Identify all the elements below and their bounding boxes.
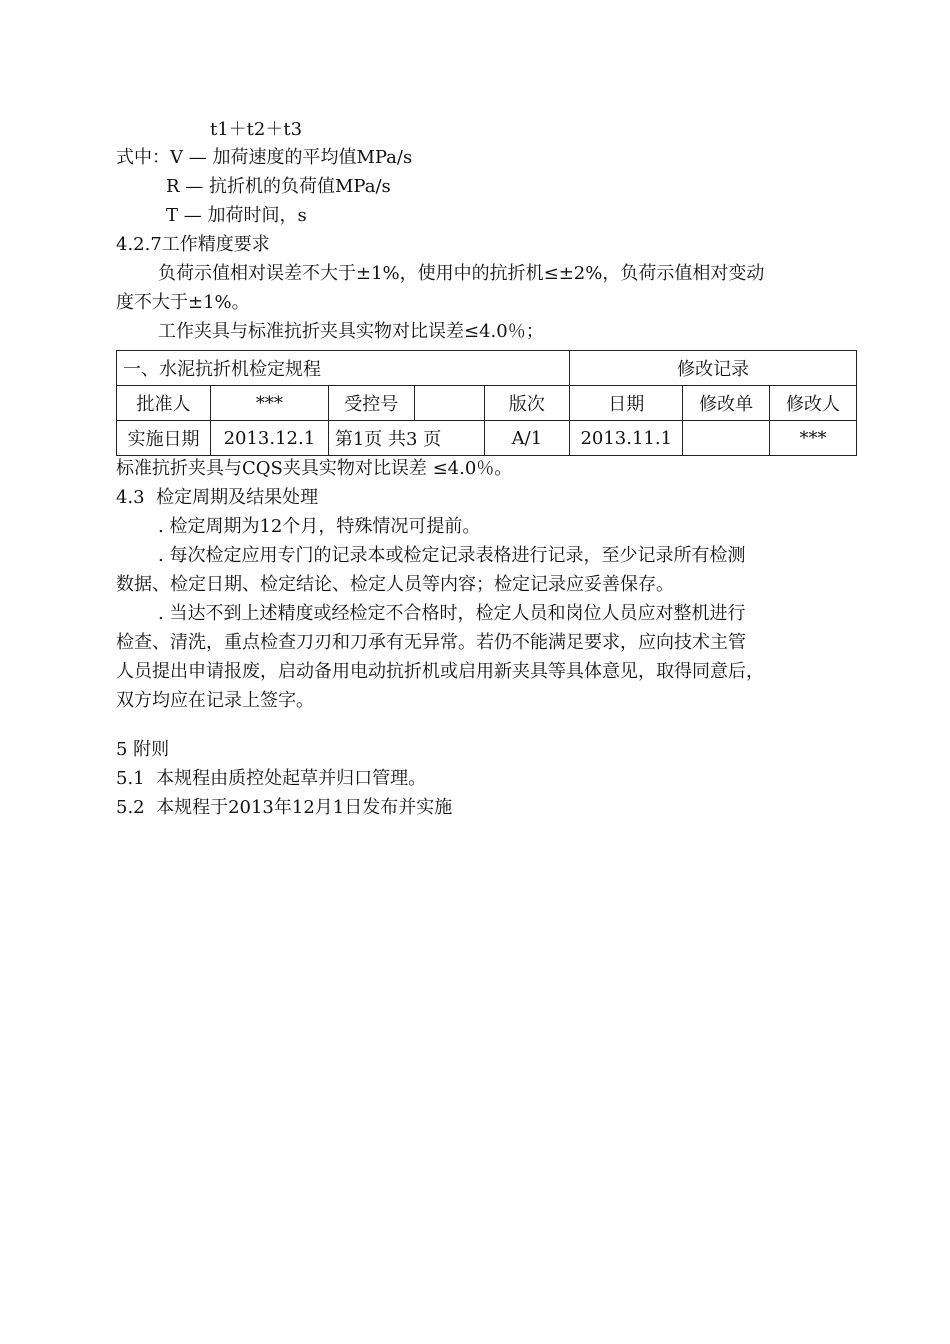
section-427-para1-line1: 负荷示值相对误差不大于±1%，使用中的抗折机≤±2%，负荷示值相对变动	[158, 263, 765, 284]
section-43-heading: 4.3 检定周期及结果处理	[116, 487, 319, 508]
table-row	[117, 351, 857, 386]
section-43-item3-line2: 检查、清洗，重点检查刀刃和刀承有无异常。若仍不能满足要求，应向技术主管	[116, 632, 746, 653]
approver-label: 批准人	[117, 386, 211, 421]
revision-date-header: 日期	[570, 386, 683, 421]
regulation-title: 一、水泥抗折机检定规程	[117, 351, 570, 386]
formula-denominator: t1＋t2＋t3	[210, 119, 303, 140]
section-43-item2-line1: . 每次检定应用专门的记录本或检定记录表格进行记录，至少记录所有检测	[158, 545, 746, 566]
impl-date-label: 实施日期	[117, 421, 211, 456]
control-no-label: 受控号	[328, 386, 414, 421]
section-43-item2-line2: 数据、检定日期、检定结论、检定人员等内容；检定记录应妥善保存。	[116, 574, 674, 595]
approver-value: ***	[210, 386, 328, 421]
section-5-heading: 5 附则	[116, 739, 170, 760]
document-control-table	[116, 350, 857, 456]
revision-date-value: 2013.11.1	[570, 421, 683, 456]
section-427-para1-line2: 度不大于±1%。	[116, 292, 250, 313]
formula-where-v: 式中：V — 加荷速度的平均值MPa/s	[116, 147, 413, 168]
section-427-para2: 工作夹具与标准抗折夹具实物对比误差≤4.0％；	[158, 321, 544, 342]
after-table-text: 标准抗折夹具与CQS夹具实物对比误差 ≤4.0％。	[116, 458, 513, 479]
revision-record-header: 修改记录	[570, 351, 857, 386]
table-row	[117, 421, 857, 456]
section-43-item3-line1: . 当达不到上述精度或经检定不合格时，检定人员和岗位人员应对整机进行	[158, 603, 746, 624]
revision-reviser-value: ***	[770, 421, 857, 456]
table-row	[117, 386, 857, 421]
change-no-header: 修改单	[683, 386, 770, 421]
revision-change-no-value	[683, 421, 770, 456]
section-43-item1: . 检定周期为12个月，特殊情况可提前。	[158, 516, 481, 537]
edition-value: A/1	[484, 421, 570, 456]
page-info: 第1页 共3 页	[328, 421, 484, 456]
section-43-item3-line4: 双方均应在记录上签字。	[116, 690, 314, 711]
impl-date-value: 2013.12.1	[210, 421, 328, 456]
section-43-item3-line3: 人员提出申请报废，启动备用电动抗折机或启用新夹具等具体意见，取得同意后，	[116, 661, 764, 682]
control-no-value	[414, 386, 484, 421]
edition-label: 版次	[484, 386, 570, 421]
section-5-item2: 5.2 本规程于2013年12月1日发布并实施	[116, 797, 453, 818]
section-427-heading: 4.2.7工作精度要求	[116, 234, 270, 255]
section-5-item1: 5.1 本规程由质控处起草并归口管理。	[116, 768, 427, 789]
formula-where-r: R — 抗折机的负荷值MPa/s	[166, 176, 391, 197]
reviser-header: 修改人	[770, 386, 857, 421]
formula-where-t: T — 加荷时间，s	[166, 205, 307, 226]
